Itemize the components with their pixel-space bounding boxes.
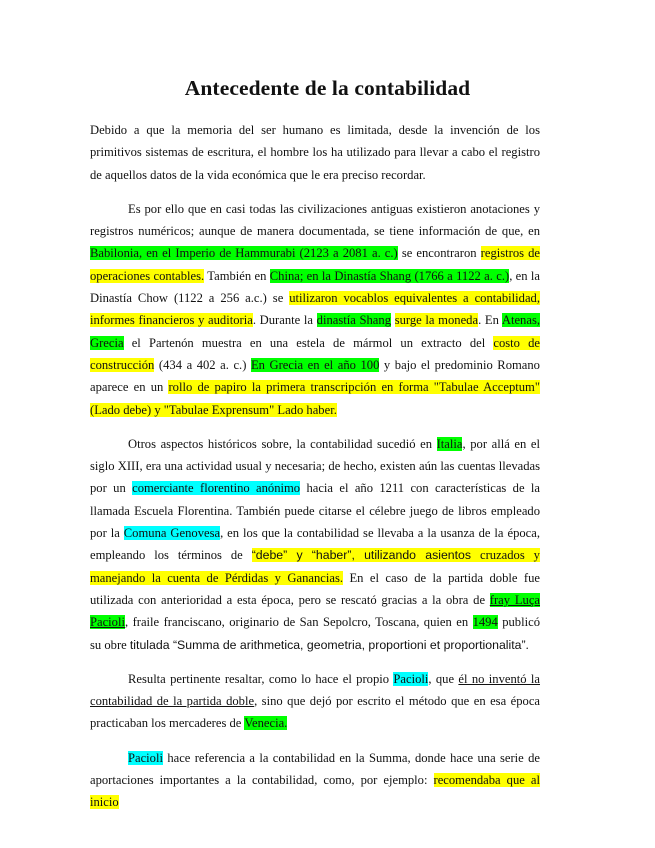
highlighted-text: dinastía Shang — [316, 313, 391, 328]
text-run: Es por ello que en casi todas las civilizaciones antiguas existieron anotaciones y registros numéricos; aunque de manera documentada, se tiene información de que, en — [90, 201, 540, 239]
highlighted-text: Pacioli — [393, 671, 429, 686]
highlighted-text: 1494 — [472, 615, 498, 630]
text-run: publicó su obre — [90, 615, 540, 652]
text-run: . Durante la — [252, 313, 317, 328]
highlighted-text: Pacioli — [128, 750, 163, 765]
paragraph — [90, 747, 540, 814]
paragraph — [90, 198, 540, 421]
highlighted-text: fray Luça Pacioli — [90, 592, 540, 630]
text-run: , sino que dejó por escrito el método que en esa época practicaban los mercaderes de — [90, 694, 541, 731]
text-run: Otros aspectos históricos sobre, la contabilidad sucedió en — [128, 436, 437, 451]
highlighted-text: Comuna Genovesa — [123, 526, 221, 541]
highlighted-text: Atenas, Grecia — [90, 313, 540, 350]
text-run: , que — [428, 671, 459, 686]
text-run: el Partenón muestra en una estela de mármol un extracto del — [123, 335, 494, 350]
highlighted-text: cruzados y manejando la cuenta de Pérdidas y Ganancias. — [90, 548, 540, 585]
highlighted-text: En Grecia en el año 100 — [250, 357, 380, 372]
text-run: . — [525, 637, 529, 652]
highlighted-text: Venecia. — [244, 716, 288, 731]
highlighted-text: rollo de papiro la primera transcripción en forma "Tabulae Acceptum" (Lado debe) y "Tabulae Exprensum" Lado haber. — [90, 380, 540, 417]
highlighted-text: China; en la Dinastía Shang (1766 a 1122 a. c.) — [269, 268, 510, 283]
highlighted-text: recomendaba que al inicio — [90, 773, 541, 810]
highlighted-text: comerciante florentino anónimo — [132, 481, 301, 496]
highlighted-text: Italia — [436, 436, 463, 451]
text-run: , en la Dinastía Chow (1122 a 256 a.c.) se — [90, 268, 540, 306]
text-run: También en — [204, 268, 270, 283]
text-run: titulada “Summa de arithmetica, geometria, proportioni et proportionalita” — [129, 637, 526, 652]
paragraph — [90, 668, 540, 735]
highlighted-text: “debe” y “haber”, utilizando asientos — [251, 548, 472, 563]
highlighted-text: registros de operaciones contables. — [90, 246, 541, 283]
text-run: , fraile franciscano, originario de San Sepolcro, Toscana, quien en — [124, 615, 473, 630]
text-run: , en los que la contabilidad se llevaba a la usanza de la época, empleando los términos de — [90, 526, 540, 563]
text-run: En el caso de la partida doble fue utilizada con anterioridad a esta época, pero se rescató gracias a la obra de — [90, 570, 540, 607]
highlighted-text: Babilonia, en el Imperio de Hammurabi (2123 a 2081 a. c.) — [90, 246, 398, 261]
highlighted-text: surge la moneda — [394, 313, 479, 328]
text-run: , por allá en el siglo XIII, era una actividad usual y necesaria; de hecho, existen aún las cuentas llevadas por un — [90, 436, 541, 496]
document-body — [90, 119, 540, 826]
highlighted-text: costo de construcción — [90, 335, 540, 372]
text-run: (434 a 402 a. c.) — [154, 357, 251, 372]
document-title: Antecedente de la contabilidad — [184, 76, 471, 100]
text-run: Debido a que la memoria del ser humano es limitada, desde la invención de los primitivos sistemas de escritura, el hombre los ha utilizado para llevar a cabo el registro de aquellos datos de la vida económica que le era preciso recordar. — [90, 123, 540, 182]
text-run: . En — [478, 313, 502, 328]
text-run: él no inventó la contabilidad de la partida doble — [90, 671, 540, 709]
text-run: Resulta pertinente resaltar, como lo hace el propio — [128, 671, 394, 686]
paragraph — [90, 433, 540, 656]
highlighted-text: utilizaron vocablos equivalentes a contabilidad, informes financieros y auditoria — [90, 291, 540, 328]
text-run: hace referencia a la contabilidad en la Summa, donde hace una serie de aportaciones importantes a la contabilidad, como, por ejemplo: — [90, 750, 540, 788]
text-run: y bajo el predominio Romano aparece en un — [90, 357, 540, 395]
text-run: se encontraron — [397, 246, 481, 261]
paragraph — [90, 119, 540, 186]
text-run: hacia el año 1211 con características de la llamada Escuela Florentina. También puede citarse el célebre juego de libros empleado por la — [90, 481, 540, 541]
